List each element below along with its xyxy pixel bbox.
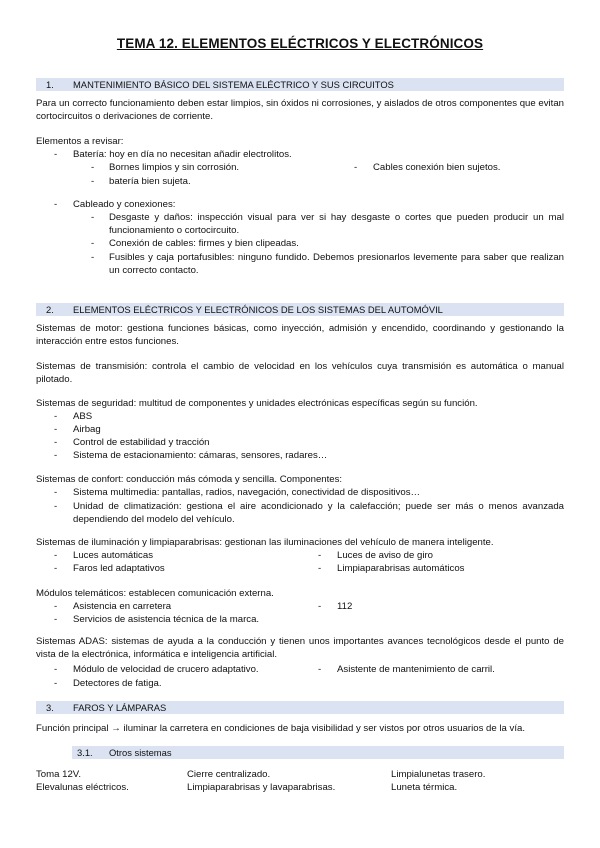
dash: - — [54, 450, 58, 461]
dash: - — [54, 411, 58, 422]
adas-item: Detectores de fatiga. — [73, 678, 162, 689]
adas-paragraph: Sistemas ADAS: sistemas de ayuda a la conducción y tienen unos importantes avances tecnológicos desde el punto de vista de la electrónica, informática e inteligencia artificial. — [36, 636, 564, 660]
dash: - — [54, 614, 58, 625]
dash: - — [54, 664, 58, 675]
confort-paragraph: Sistemas de confort: conducción más cómoda y sencilla. Componentes: — [36, 474, 343, 485]
dash: - — [318, 563, 322, 574]
telematicos-paragraph: Módulos telemáticos: establecen comunicación externa. — [36, 588, 274, 599]
telematicos-item: 112 — [337, 601, 353, 612]
dash: - — [91, 238, 95, 249]
section-2-title: ELEMENTOS ELÉCTRICOS Y ELECTRÓNICOS DE LOS SISTEMAS DEL AUTOMÓVIL — [73, 304, 443, 315]
dash: - — [54, 601, 58, 612]
seguridad-item: Airbag — [73, 424, 101, 435]
subsection-3-1-number: 3.1. — [77, 747, 93, 758]
dash: - — [54, 424, 58, 435]
subsection-3-1-title: Otros sistemas — [109, 747, 172, 758]
bateria-sub-item: batería bien sujeta. — [109, 176, 191, 187]
iluminacion-item: Faros led adaptativos — [73, 563, 165, 574]
bateria-sub-item: Bornes limpios y sin corrosión. — [109, 162, 240, 173]
dash: - — [91, 176, 95, 187]
section-1-heading — [36, 78, 564, 91]
confort-item: Sistema multimedia: pantallas, radios, navegación, conectividad de dispositivos… — [73, 487, 421, 498]
dash: - — [91, 162, 95, 173]
dash: - — [91, 252, 95, 263]
dash: - — [54, 149, 58, 160]
elements-label: Elementos a revisar: — [36, 136, 124, 147]
section-1-intro: Para un correcto funcionamiento deben estar limpios, sin óxidos ni corrosiones, y aislados de otros componentes que evitan cortocircuitos o derivaciones de corriente. — [36, 98, 564, 122]
telematicos-item: Asistencia en carretera — [73, 601, 172, 612]
iluminacion-item: Luces automáticas — [73, 550, 153, 561]
adas-item: Asistente de mantenimiento de carril. — [337, 664, 495, 675]
cableado-sub-item: Desgaste y daños: inspección visual para ver si hay desgaste o cortes que pueden producir un mal funcionamiento o cortocircuito. — [109, 212, 564, 236]
dash: - — [91, 212, 95, 223]
bateria-sub-item: Cables conexión bien sujetos. — [373, 162, 501, 173]
section-1-title: MANTENIMIENTO BÁSICO DEL SISTEMA ELÉCTRICO Y SUS CIRCUITOS — [73, 79, 394, 90]
seguridad-item: ABS — [73, 411, 93, 422]
dash: - — [54, 199, 58, 210]
dash: - — [54, 563, 58, 574]
iluminacion-item: Luces de aviso de giro — [337, 550, 433, 561]
section-2-number: 2. — [46, 304, 54, 315]
otros-item: Elevalunas eléctricos. — [36, 782, 129, 793]
subsection-3-1-heading — [72, 746, 564, 759]
cableado-item: Cableado y conexiones: — [73, 199, 176, 210]
otros-item: Toma 12V. — [36, 769, 81, 780]
dash: - — [318, 601, 322, 612]
dash: - — [54, 550, 58, 561]
section-1-number: 1. — [46, 79, 54, 90]
otros-item: Luneta térmica. — [391, 782, 458, 793]
cableado-sub-item: Conexión de cables: firmes y bien clipeadas. — [109, 238, 299, 249]
otros-item: Limpiaparabrisas y lavaparabrisas. — [187, 782, 336, 793]
transmision-paragraph: Sistemas de transmisión: controla el cambio de velocidad en los vehículos cuya transmisión es automática o manual pilotado. — [36, 361, 564, 385]
section-2-heading — [36, 303, 564, 316]
dash: - — [54, 487, 58, 498]
seguridad-item: Control de estabilidad y tracción — [73, 437, 210, 448]
cableado-sub-item: Fusibles y caja portafusibles: ninguno fundido. Debemos presionarlos levemente para saber que realizan un correcto contacto. — [109, 252, 564, 276]
section-3-title: FAROS Y LÁMPARAS — [73, 702, 167, 713]
confort-item: Unidad de climatización: gestiona el aire acondicionado y la calefacción; puede ser más o menos avanzada dependiendo del modelo del vehículo. — [73, 501, 564, 525]
iluminacion-paragraph: Sistemas de iluminación y limpiaparabrisas: gestionan las iluminaciones del vehículo de manera inteligente. — [36, 537, 494, 548]
adas-item: Módulo de velocidad de crucero adaptativo. — [73, 664, 259, 675]
otros-item: Limpialunetas trasero. — [391, 769, 486, 780]
section-3-number: 3. — [46, 702, 54, 713]
page-title: TEMA 12. ELEMENTOS ELÉCTRICOS Y ELECTRÓNICOS — [116, 36, 484, 51]
dash: - — [54, 437, 58, 448]
telematicos-item: Servicios de asistencia técnica de la marca. — [73, 614, 260, 625]
dash: - — [354, 162, 358, 173]
iluminacion-item: Limpiaparabrisas automáticos — [337, 563, 465, 574]
dash: - — [318, 664, 322, 675]
funcion-paragraph: Función principal → iluminar la carretera en condiciones de baja visibilidad y ser vistos por otros usuarios de la vía. — [36, 723, 525, 734]
otros-item: Cierre centralizado. — [187, 769, 271, 780]
seguridad-item: Sistema de estacionamiento: cámaras, sensores, radares… — [73, 450, 328, 461]
section-3-heading — [36, 701, 564, 714]
dash: - — [318, 550, 322, 561]
dash: - — [54, 501, 58, 512]
motor-paragraph: Sistemas de motor: gestiona funciones básicas, como inyección, admisión y encendido, coordinando y gestionando la interacción entre estos funciones. — [36, 323, 564, 347]
seguridad-paragraph: Sistemas de seguridad: multitud de componentes y unidades electrónicas específicas según su función. — [36, 398, 478, 409]
bateria-item: Batería: hoy en día no necesitan añadir electrolitos. — [73, 149, 292, 160]
dash: - — [54, 678, 58, 689]
